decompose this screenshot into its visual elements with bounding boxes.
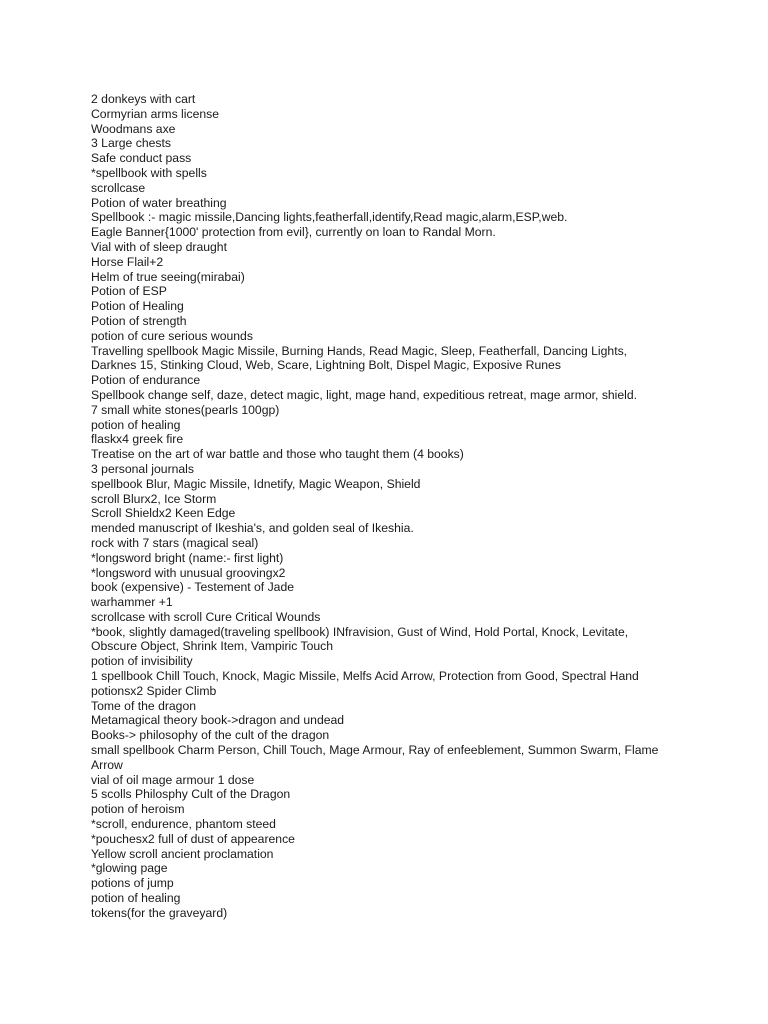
inventory-line: Tome of the dragon [91, 698, 197, 713]
inventory-line: Woodmans axe [91, 121, 176, 136]
inventory-line: scrollcase [91, 180, 146, 195]
inventory-line: Yellow scroll ancient proclamation [91, 846, 274, 861]
inventory-line: Vial with of sleep draught [91, 239, 227, 254]
inventory-line: potion of invisibility [91, 654, 193, 669]
inventory-line: Scroll Shieldx2 Keen Edge [91, 506, 236, 521]
inventory-line: rock with 7 stars (magical seal) [91, 535, 259, 550]
inventory-list [91, 92, 691, 921]
inventory-line: scrollcase with scroll Cure Critical Wounds [91, 609, 321, 624]
inventory-line: spellbook Blur, Magic Missile, Idnetify, Magic Weapon, Shield [91, 476, 421, 491]
inventory-line: *longsword bright (name:- first light) [91, 550, 284, 565]
inventory-line: Arrow [91, 757, 123, 772]
inventory-line: Cormyrian arms license [91, 106, 219, 121]
inventory-line: Spellbook change self, daze, detect magic, light, mage hand, expeditious retreat, mage armor, shield. [91, 387, 638, 402]
inventory-line: Horse Flail+2 [91, 254, 164, 269]
inventory-line: Darknes 15, Stinking Cloud, Web, Scare, Lightning Bolt, Dispel Magic, Exposive Runes [91, 358, 561, 373]
inventory-line: mended manuscript of Ikeshia's, and golden seal of Ikeshia. [91, 521, 414, 536]
inventory-line: 7 small white stones(pearls 100gp) [91, 402, 280, 417]
inventory-line: 2 donkeys with cart [91, 92, 196, 106]
inventory-line: potions of jump [91, 876, 174, 891]
inventory-line: Travelling spellbook Magic Missile, Burning Hands, Read Magic, Sleep, Featherfall, Dancing Lights, [91, 343, 628, 358]
inventory-line: Obscure Object, Shrink Item, Vampiric Touch [91, 639, 334, 654]
inventory-line: Spellbook :- magic missile,Dancing lights,featherfall,identify,Read magic,alarm,ESP,web. [91, 210, 568, 225]
inventory-line: small spellbook Charm Person, Chill Touch, Mage Armour, Ray of enfeeblement, Summon Swarm, Flame [91, 743, 659, 758]
inventory-line: *book, slightly damaged(traveling spellbook) INfravision, Gust of Wind, Hold Portal, Knock, Levitate, [91, 624, 629, 639]
inventory-line: Potion of Healing [91, 299, 184, 314]
inventory-line: book (expensive) - Testement of Jade [91, 580, 295, 595]
inventory-line: potion of healing [91, 417, 181, 432]
inventory-line: potion of cure serious wounds [91, 328, 253, 343]
inventory-line: tokens(for the graveyard) [91, 905, 228, 920]
inventory-line: 3 Large chests [91, 136, 171, 151]
inventory-line: potion of heroism [91, 802, 185, 817]
inventory-line: potionsx2 Spider Climb [91, 683, 217, 698]
inventory-line: *scroll, endurence, phantom steed [91, 817, 276, 832]
inventory-line: Eagle Banner{1000' protection from evil}, currently on loan to Randal Morn. [91, 225, 496, 240]
inventory-line: Helm of true seeing(mirabai) [91, 269, 245, 284]
inventory-line: Potion of water breathing [91, 195, 227, 210]
inventory-line: 5 scolls Philosphy Cult of the Dragon [91, 787, 291, 802]
inventory-line: flaskx4 greek fire [91, 432, 184, 447]
inventory-line: Books-> philosophy of the cult of the dragon [91, 728, 330, 743]
inventory-line: 1 spellbook Chill Touch, Knock, Magic Missile, Melfs Acid Arrow, Protection from Good, Spectral Hand [91, 669, 639, 684]
inventory-line: Potion of strength [91, 313, 187, 328]
inventory-line: Treatise on the art of war battle and those who taught them (4 books) [91, 447, 464, 462]
inventory-line: warhammer +1 [91, 595, 173, 610]
inventory-line: Potion of ESP [91, 284, 167, 299]
inventory-line: scroll Blurx2, Ice Storm [91, 491, 217, 506]
inventory-line: *pouchesx2 full of dust of appearence [91, 831, 295, 846]
inventory-line: 3 personal journals [91, 461, 194, 476]
inventory-line: Safe conduct pass [91, 151, 192, 166]
inventory-line: *glowing page [91, 861, 168, 876]
inventory-line: potion of healing [91, 891, 181, 906]
inventory-line: *longsword with unusual groovingx2 [91, 565, 286, 580]
inventory-line: Potion of endurance [91, 373, 201, 388]
inventory-line: Metamagical theory book->dragon and undead [91, 713, 345, 728]
inventory-line: *spellbook with spells [91, 165, 207, 180]
inventory-line: vial of oil mage armour 1 dose [91, 772, 255, 787]
